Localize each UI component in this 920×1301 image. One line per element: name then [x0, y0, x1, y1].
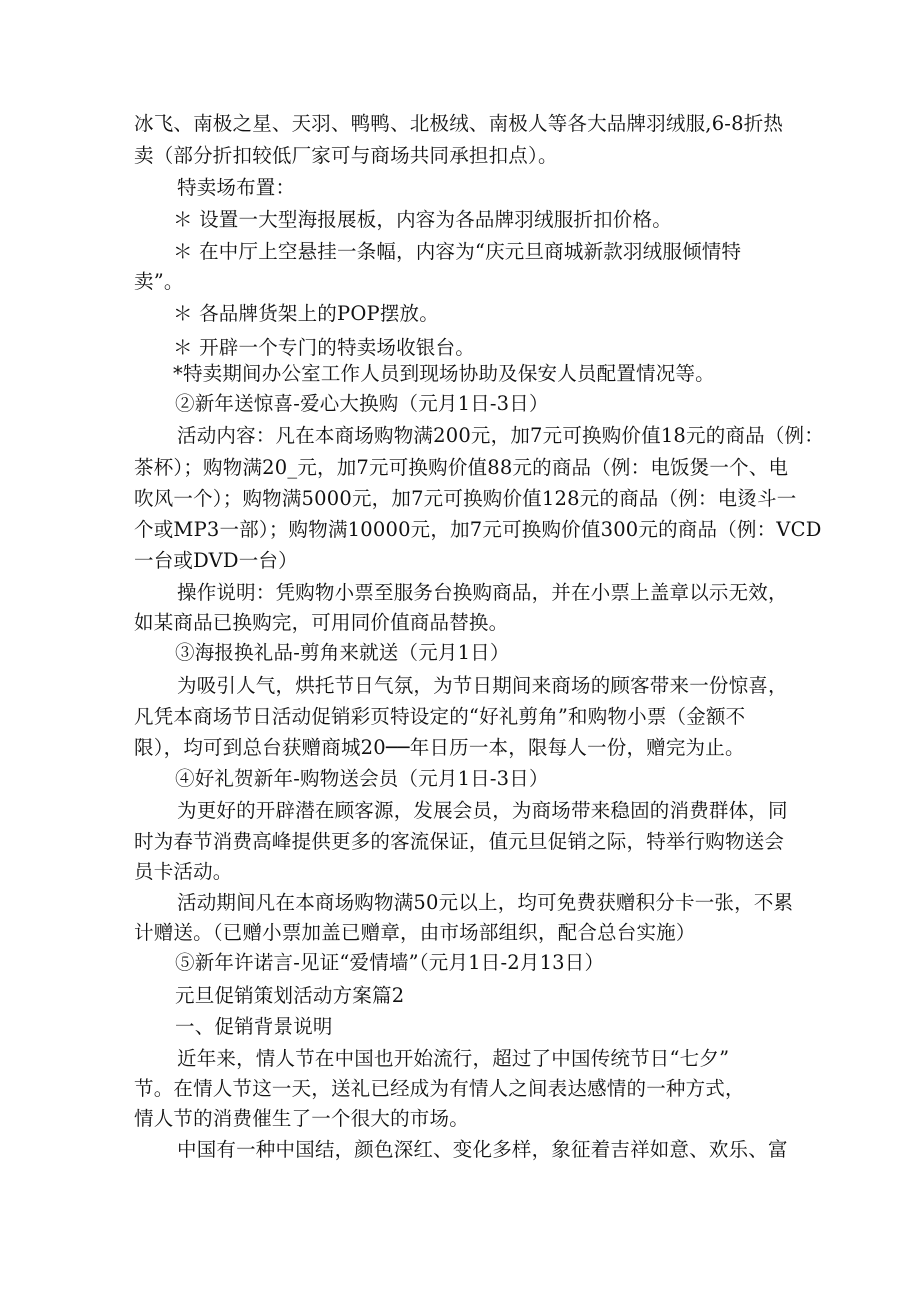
- bullet-item: ＊ 各品牌货架上的POP摆放。: [173, 302, 439, 325]
- activity-heading-4: ④好礼贺新年-购物送会员（元月1日-3日）: [175, 767, 549, 790]
- paragraph-line: 茶杯）；购物满20_元，加7元可换购价值88元的商品（例：电饭煲一个、电: [134, 456, 789, 479]
- paragraph-line: 节。在情人节这一天，送礼已经成为有情人之间表达感情的一种方式，: [134, 1077, 745, 1100]
- bullet-item: ＊ 在中厅上空悬挂一条幅，内容为“庆元旦商城新款羽绒服倾情特: [173, 240, 742, 263]
- activity-heading-3: ③海报换礼品-剪角来就送（元月1日）: [175, 641, 510, 664]
- section-heading-background: 一、促销背景说明: [175, 1015, 333, 1038]
- paragraph-line: 限），均可到总台获赠商城20──年日历一本，限每人一份，赠完为止。: [134, 736, 745, 759]
- paragraph-line: 员卡活动。: [134, 860, 233, 883]
- activity-heading-2: ②新年送惊喜-爱心大换购（元月1日-3日）: [175, 392, 549, 415]
- paragraph-line: 为吸引人气，烘托节日气氛，为节日期间来商场的顾客带来一份惊喜，: [177, 674, 788, 697]
- activity-heading-5: ⑤新年许诺言-见证“爱情墙”（元月1日-2月13日）: [175, 951, 605, 974]
- paragraph-line: 为更好的开辟潜在顾客源，发展会员，为商场带来稳固的消费群体，同: [177, 799, 788, 822]
- paragraph-line: 活动期间凡在本商场购物满50元以上，均可免费获赠积分卡一张，不累: [177, 891, 794, 914]
- text-line: *特卖期间办公室工作人员到现场协助及保安人员配置情况等。: [173, 362, 715, 385]
- paragraph-line: 一台或DVD一台）: [134, 549, 298, 572]
- paragraph-line: 时为春节消费高峰提供更多的客流保证，值元旦促销之际，特举行购物送会: [134, 830, 785, 853]
- paragraph-line: 凡凭本商场节日活动促销彩页特设定的“好礼剪角”和购物小票（金额不: [134, 705, 746, 728]
- bullet-item: ＊ 开辟一个专门的特卖场收银台。: [173, 336, 475, 359]
- section-heading-venue: 特卖场布置：: [177, 176, 296, 199]
- paragraph-line: 操作说明：凭购物小票至服务台换购商品，并在小票上盖章以示无效，: [177, 581, 788, 604]
- section-title: 元旦促销策划活动方案篇2: [175, 984, 405, 1007]
- paragraph-line: 个或MP3一部）；购物满10000元，加7元可换购价值300元的商品（例：VCD: [134, 518, 822, 541]
- text-line-1: 冰飞、南极之星、天羽、鸭鸭、北极绒、南极人等各大品牌羽绒服,6-8折热: [134, 112, 784, 135]
- text-line: 卖”。: [134, 270, 184, 293]
- bullet-item: ＊ 设置一大型海报展板，内容为各品牌羽绒服折扣价格。: [173, 208, 672, 231]
- paragraph-line: 情人节的消费催生了一个很大的市场。: [134, 1107, 469, 1130]
- paragraph-line: 计赠送。（已赠小票加盖已赠章，由市场部组织，配合总台实施）: [134, 921, 696, 944]
- paragraph-line: 如某商品已换购完，可用同价值商品替换。: [134, 611, 509, 634]
- paragraph-line: 吹风一个）；购物满5000元，加7元可换购价值128元的商品（例：电烫斗一: [134, 487, 797, 510]
- text-line-2: 卖（部分折扣较低厂家可与商场共同承担扣点）。: [134, 144, 558, 167]
- paragraph-line: 近年来，情人节在中国也开始流行，超过了中国传统节日“七夕”: [177, 1047, 730, 1070]
- paragraph-line: 中国有一种中国结，颜色深红、变化多样，象征着吉祥如意、欢乐、富: [177, 1138, 788, 1161]
- paragraph-line: 活动内容：凡在本商场购物满200元，加7元可换购价值18元的商品（例：: [177, 424, 824, 447]
